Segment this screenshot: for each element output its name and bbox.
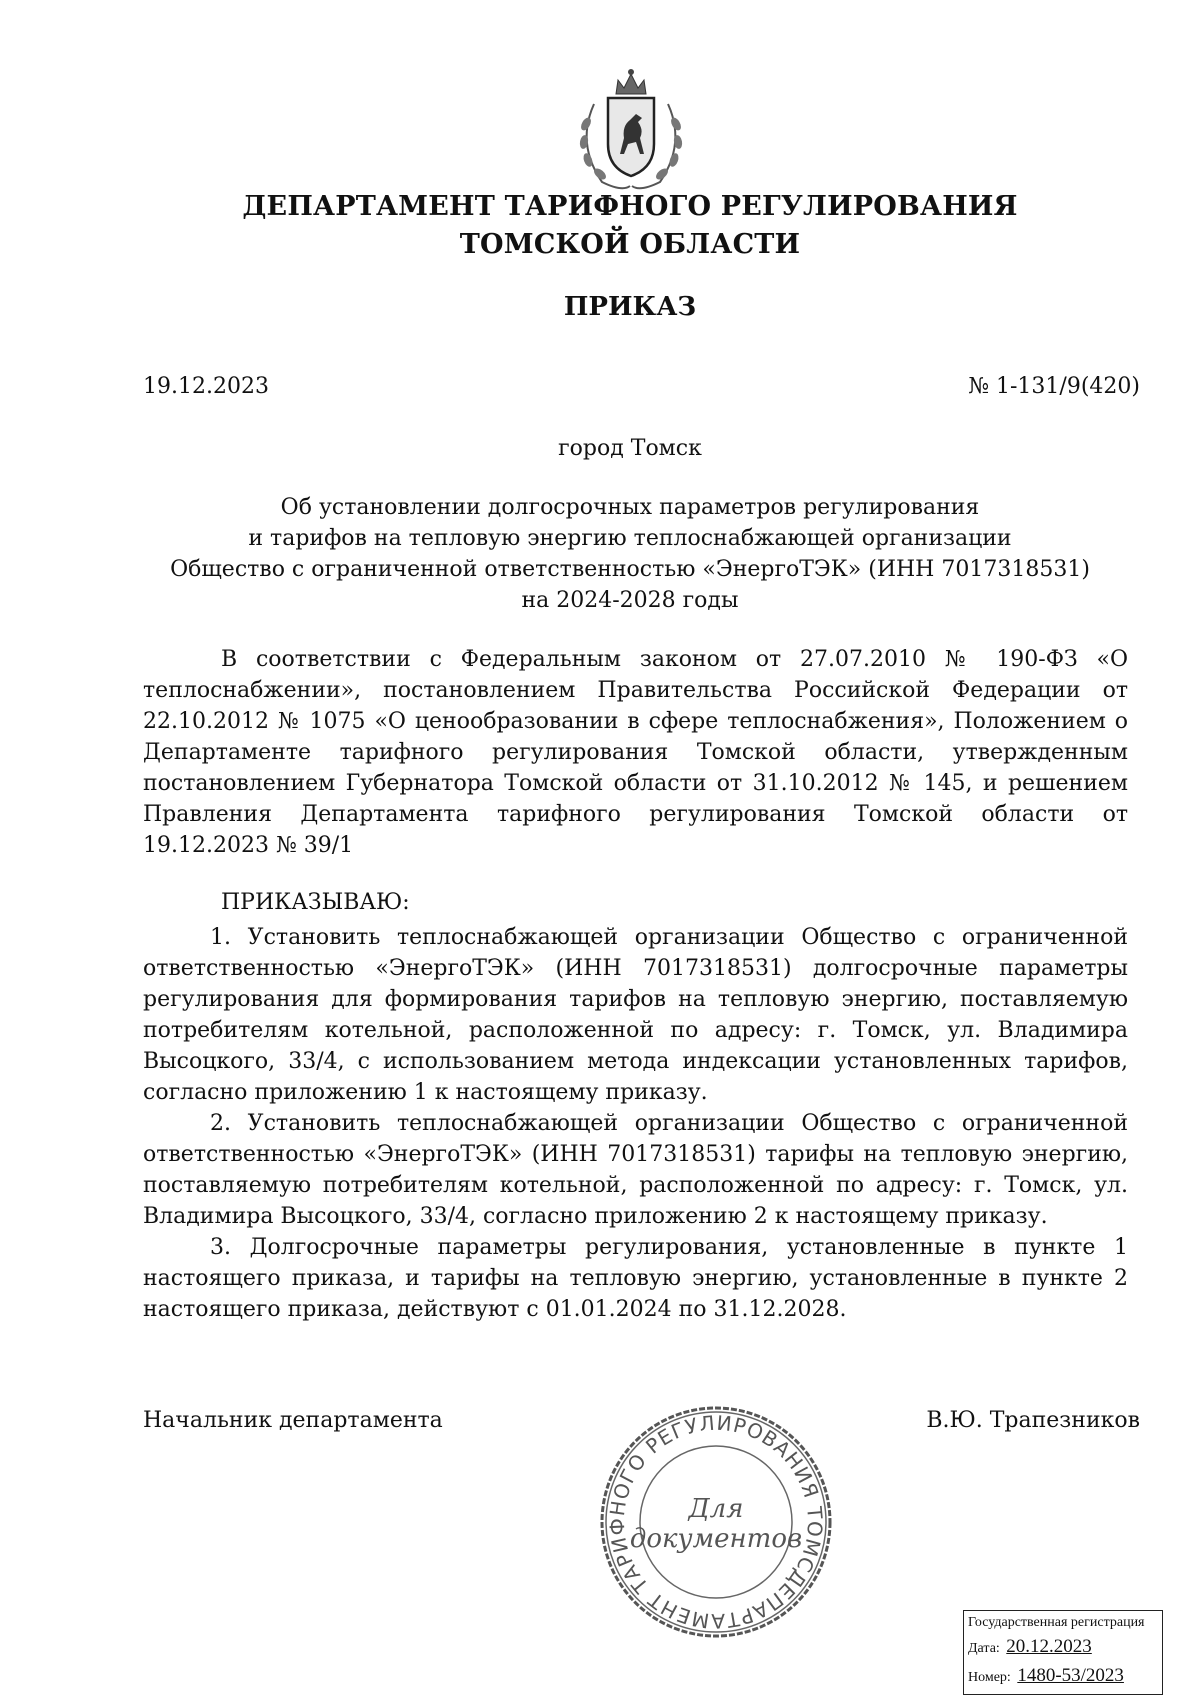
order-items: [143, 922, 1128, 1325]
signatory-position: Начальник департамента: [143, 1408, 443, 1433]
subject-line-1: Об установлении долгосрочных параметров регулирования: [280, 495, 980, 520]
order-city: город Томск: [558, 436, 702, 461]
order-item: 2. Установить теплоснабжающей организации Общество с ограниченной ответственностью «ЭнергоТЭК» (ИНН 7017318531) тарифы на тепловую энергию, поставляемую потребителям котельной, расположенной по адресу: г. Томск, ул. Владимира Высоцкого, 33/4, согласно приложению 2 к настоящему приказу.: [143, 1111, 1128, 1229]
order-item: 3. Долгосрочные параметры регулирования, установленные в пункте 1 настоящего приказа, и тарифы на тепловую энергию, установленные в пункте 2 настоящего приказа, действуют с 01.01.2024 по 31.12.2028.: [143, 1235, 1128, 1322]
tomsk-oblast-coat-of-arms-icon: [572, 64, 690, 194]
registration-date-value: 20.12.2023: [1006, 1636, 1092, 1657]
department-title-line-1: ДЕПАРТАМЕНТ ТАРИФНОГО РЕГУЛИРОВАНИЯ: [242, 191, 1018, 222]
subject-line-3: Общество с ограниченной ответственностью «ЭнергоТЭК» (ИНН 7017318531): [170, 557, 1090, 582]
registration-date-row: [968, 1633, 1158, 1662]
seal-ring-text: ДЕПАРТАМЕНТ ТАРИФНОГО РЕГУЛИРОВАНИЯ ТОМС: [604, 1410, 828, 1634]
department-title-line-2: ТОМСКОЙ ОБЛАСТИ: [459, 229, 801, 260]
order-subject: [0, 492, 1200, 616]
orders-heading: ПРИКАЗЫВАЮ:: [221, 890, 410, 915]
order-date: 19.12.2023: [143, 374, 269, 399]
state-registration-stamp: [963, 1610, 1163, 1695]
seal-center-line-2: документов: [629, 1524, 803, 1554]
registration-number-row: [968, 1662, 1158, 1691]
seal-center-line-1: Для: [688, 1494, 744, 1524]
order-item: 1. Установить теплоснабжающей организации Общество с ограниченной ответственностью «ЭнергоТЭК» (ИНН 7017318531) долгосрочные параметры регулирования для формирования тарифов на тепловую энергию, поставляемую потребителям котельной, расположенной по адресу: г. Томск, ул. Владимира Высоцкого, 33/4, с использованием метода индексации установленных тарифов, согласно приложению 1 к настоящему приказу.: [143, 925, 1128, 1105]
order-number: № 1-131/9(420): [968, 374, 1140, 399]
registration-date-label: Дата:: [968, 1641, 1000, 1656]
subject-line-4: на 2024-2028 годы: [521, 588, 739, 613]
registration-title: Государственная регистрация: [968, 1615, 1145, 1630]
registration-number-label: Номер:: [968, 1670, 1011, 1685]
department-title: [0, 188, 1200, 264]
preamble-paragraph: В соответствии с Федеральным законом от 27.07.2010 № 190-ФЗ «О теплоснабжении», постановлением Правительства Российской Федерации от 22.10.2012 № 1075 «О ценообразовании в сфере теплоснабжения», Положением о Департаменте тарифного регулирования Томской области, утвержденным постановлением Губернатора Томской области от 31.10.2012 № 145, и решением Правления Департамента тарифного регулирования Томской области от 19.12.2023 № 39/1: [143, 647, 1128, 858]
registration-number-value: 1480-53/2023: [1017, 1665, 1124, 1686]
order-title: ПРИКАЗ: [563, 292, 697, 322]
official-seal: [596, 1402, 836, 1642]
subject-line-2: и тарифов на тепловую энергию теплоснабжающей организации: [248, 526, 1012, 551]
signatory-name: В.Ю. Трапезников: [926, 1408, 1140, 1433]
seal-center-text: [596, 1494, 836, 1554]
